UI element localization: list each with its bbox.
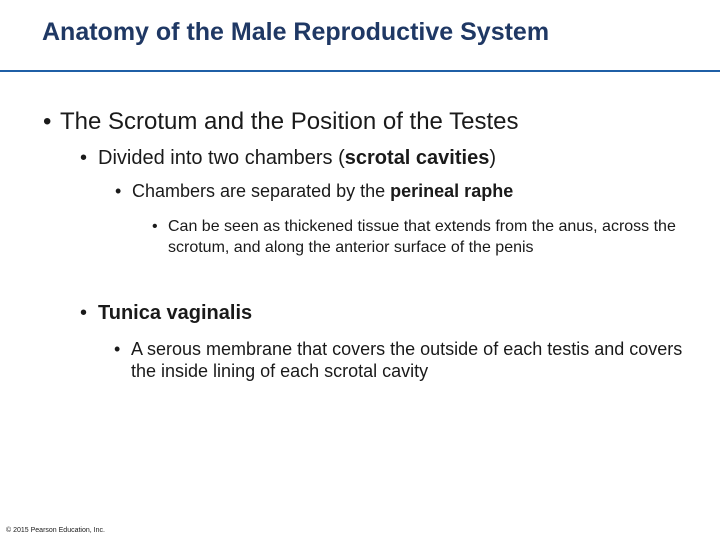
bullet-divided-suffix: ): [489, 147, 496, 169]
bullet-glyph: •: [114, 339, 121, 359]
bullet-divided-prefix: Divided into two chambers (: [98, 147, 345, 169]
bullet-scrotum-text: The Scrotum and the Position of the Testes: [60, 108, 519, 135]
bullet-chambers-prefix: Chambers are separated by the: [132, 181, 391, 201]
title-divider: [0, 70, 720, 72]
bullet-glyph: •: [152, 218, 158, 235]
bullet-chambers: [115, 181, 705, 202]
bullet-divided-term: scrotal cavities: [344, 147, 490, 169]
bullet-thickened-text: Can be seen as thickened tissue that extends from the anus, across the scrotum, and along the anterior surface of the penis: [168, 218, 676, 256]
bullet-scrotum: [43, 108, 703, 136]
bullet-glyph: •: [80, 147, 88, 169]
slide-title: Anatomy of the Male Reproductive System: [42, 18, 550, 46]
bullet-serous: [114, 339, 689, 382]
bullet-divided-text: [98, 147, 700, 170]
bullet-glyph: •: [115, 181, 122, 201]
copyright-notice: © 2015 Pearson Education, Inc.: [6, 527, 105, 534]
bullet-divided: [80, 147, 700, 170]
bullet-glyph: •: [43, 108, 52, 135]
bullet-thickened: [152, 217, 682, 259]
bullet-glyph: •: [80, 302, 88, 324]
bullet-tunica: [80, 302, 700, 325]
bullet-chambers-text: [132, 181, 705, 202]
bullet-chambers-term: perineal raphe: [390, 181, 514, 201]
bullet-tunica-text: Tunica vaginalis: [98, 302, 253, 324]
bullet-serous-text: A serous membrane that covers the outside of each testis and covers the inside lining of each scrotal cavity: [131, 339, 683, 381]
